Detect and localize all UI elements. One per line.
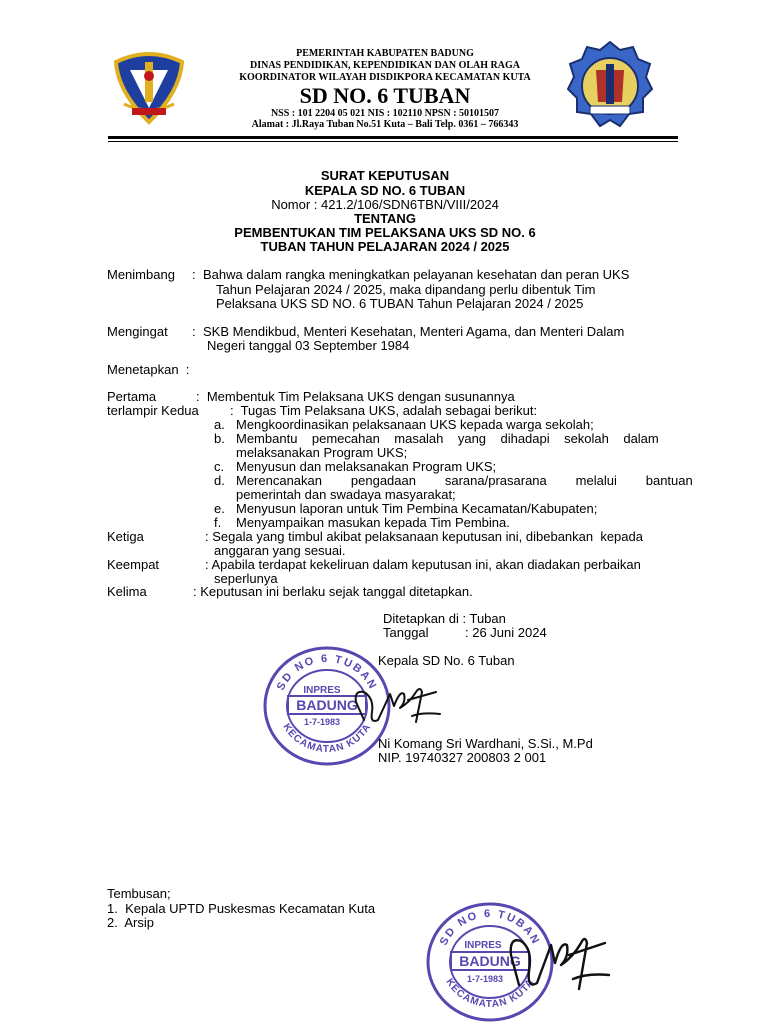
menimbang-line-1: Bahwa dalam rangka meningkatkan pelayanan kesehatan dan peran UKS	[203, 267, 630, 282]
kedua-label: terlampir Kedua	[107, 403, 199, 418]
nomor: Nomor : 421.2/106/SDN6TBN/VIII/2024	[271, 197, 499, 212]
school-ids: NSS : 101 2204 05 021 NIS : 102110 NPSN : 50101507	[270, 108, 500, 119]
keempat-line-1: : Apabila terdapat kekeliruan dalam keputusan ini, akan diadakan perbaikan	[205, 557, 641, 572]
mengingat-line-1: SKB Mendikbud, Menteri Kesehatan, Menteri Agama, dan Menteri Dalam	[203, 324, 625, 339]
letterhead-divider	[108, 136, 678, 139]
tentang: TENTANG	[354, 211, 416, 226]
menimbang-line-2: Tahun Pelajaran 2024 / 2025, maka dipandang perlu dibentuk Tim	[216, 282, 596, 297]
item-e-letter: e.	[214, 501, 225, 516]
item-b-text-2: melaksanakan Program UKS;	[236, 445, 408, 460]
kelima-text: : Keputusan ini berlaku sejak tanggal ditetapkan.	[193, 584, 473, 599]
school-name: SD NO. 6 TUBAN	[299, 83, 471, 108]
item-d-text: Merencanakan pengadaan sarana/prasarana melalui bantuan	[236, 473, 693, 488]
stamp2-top-arc: SD NO 6 TUBAN	[437, 907, 543, 948]
right-logo	[566, 40, 654, 132]
tanggal-label: Tanggal	[383, 625, 429, 640]
mengingat-label: Mengingat	[107, 324, 168, 339]
keempat-label: Keempat	[107, 557, 160, 572]
item-a-text: Mengkoordinasikan pelaksanaan UKS kepada warga sekolah;	[236, 417, 594, 432]
item-f-letter: f.	[214, 515, 222, 530]
letterhead-line-2: DINAS PENDIDIKAN, KEPENDIDIKAN DAN OLAH RAGA	[249, 60, 521, 71]
stamp2-inpres: INPRES	[464, 940, 502, 951]
keempat-line-2: seperlunya	[214, 571, 278, 586]
tembusan-item-2: 2. Arsip	[107, 915, 154, 930]
item-c-letter: c.	[214, 459, 225, 474]
stamp2-date: 1-7-1983	[466, 974, 504, 984]
menimbang-colon: :	[192, 267, 196, 282]
tembusan-heading: Tembusan;	[107, 886, 171, 901]
menimbang-label: Menimbang	[107, 267, 175, 282]
tanggal-value: : 26 Juni 2024	[465, 625, 547, 640]
menimbang-line-3: Pelaksana UKS SD NO. 6 TUBAN Tahun Pelajaran 2024 / 2025	[216, 296, 584, 311]
item-e-text: Menyusun laporan untuk Tim Pembina Kecamatan/Kabupaten;	[236, 501, 598, 516]
title-line-2: KEPALA SD NO. 6 TUBAN	[304, 183, 466, 198]
stamp-badung: BADUNG	[296, 697, 358, 713]
item-f-text: Menyampaikan masukan kepada Tim Pembina.	[236, 515, 510, 530]
title-line-3: PEMBENTUKAN TIM PELAKSANA UKS SD NO. 6	[234, 225, 536, 240]
item-a-letter: a.	[214, 417, 225, 432]
tembusan-item-1: 1. Kepala UPTD Puskesmas Kecamatan Kuta	[107, 901, 376, 916]
menetapkan-label: Menetapkan :	[107, 362, 190, 377]
signatory-nip: NIP. 19740327 200803 2 001	[378, 750, 547, 765]
stamp-top-arc: SD NO 6 TUBAN	[274, 652, 380, 693]
left-logo	[110, 44, 188, 126]
mengingat-line-2: Negeri tanggal 03 September 1984	[207, 338, 410, 353]
title-line-4: TUBAN TAHUN PELAJARAN 2024 / 2025	[260, 239, 510, 254]
pertama-label: Pertama	[107, 389, 157, 404]
letterhead-line-3: KOORDINATOR WILAYAH DISDIKPORA KECAMATAN KUTA	[239, 72, 531, 83]
letterhead-line-1: PEMERINTAH KABUPATEN BADUNG	[296, 48, 474, 59]
handwritten-signature	[350, 672, 450, 734]
item-d-text-2: pemerintah dan swadaya masyarakat;	[236, 487, 456, 502]
mengingat-colon: :	[192, 324, 196, 339]
item-d-letter: d.	[214, 473, 225, 488]
title-line-1: SURAT KEPUTUSAN	[320, 168, 450, 183]
jabatan: Kepala SD No. 6 Tuban	[378, 653, 515, 668]
pertama-text: : Membentuk Tim Pelaksana UKS dengan susunannya	[196, 389, 515, 404]
school-address: Alamat : Jl.Raya Tuban No.51 Kuta – Bali Telp. 0361 – 766343	[251, 119, 519, 130]
ditetapkan: Ditetapkan di : Tuban	[383, 611, 506, 626]
stamp2-badung: BADUNG	[459, 953, 521, 969]
item-c-text: Menyusun dan melaksanakan Program UKS;	[236, 459, 497, 474]
stamp-date: 1-7-1983	[303, 717, 341, 727]
kelima-label: Kelima	[107, 584, 147, 599]
item-b-text: Membantu pemecahan masalah yang dihadapi sekolah dalam	[236, 431, 659, 446]
stamp-inpres: INPRES	[303, 685, 341, 696]
handwritten-signature-duplicate	[505, 915, 615, 1005]
kedua-text: : Tugas Tim Pelaksana UKS, adalah sebagai berikut:	[230, 403, 538, 418]
stamp2-bottom-arc: KECAMATAN KUTA	[443, 976, 537, 1011]
letterhead-divider-thin	[108, 141, 678, 142]
stamp-bottom-arc: KECAMATAN KUTA	[280, 721, 374, 756]
item-b-letter: b.	[214, 431, 225, 446]
ketiga-line-1: : Segala yang timbul akibat pelaksanaan keputusan ini, dibebankan kepada	[205, 529, 643, 544]
ketiga-label: Ketiga	[107, 529, 144, 544]
signatory-name: Ni Komang Sri Wardhani, S.Si., M.Pd	[378, 736, 593, 751]
ketiga-line-2: anggaran yang sesuai.	[214, 543, 346, 558]
